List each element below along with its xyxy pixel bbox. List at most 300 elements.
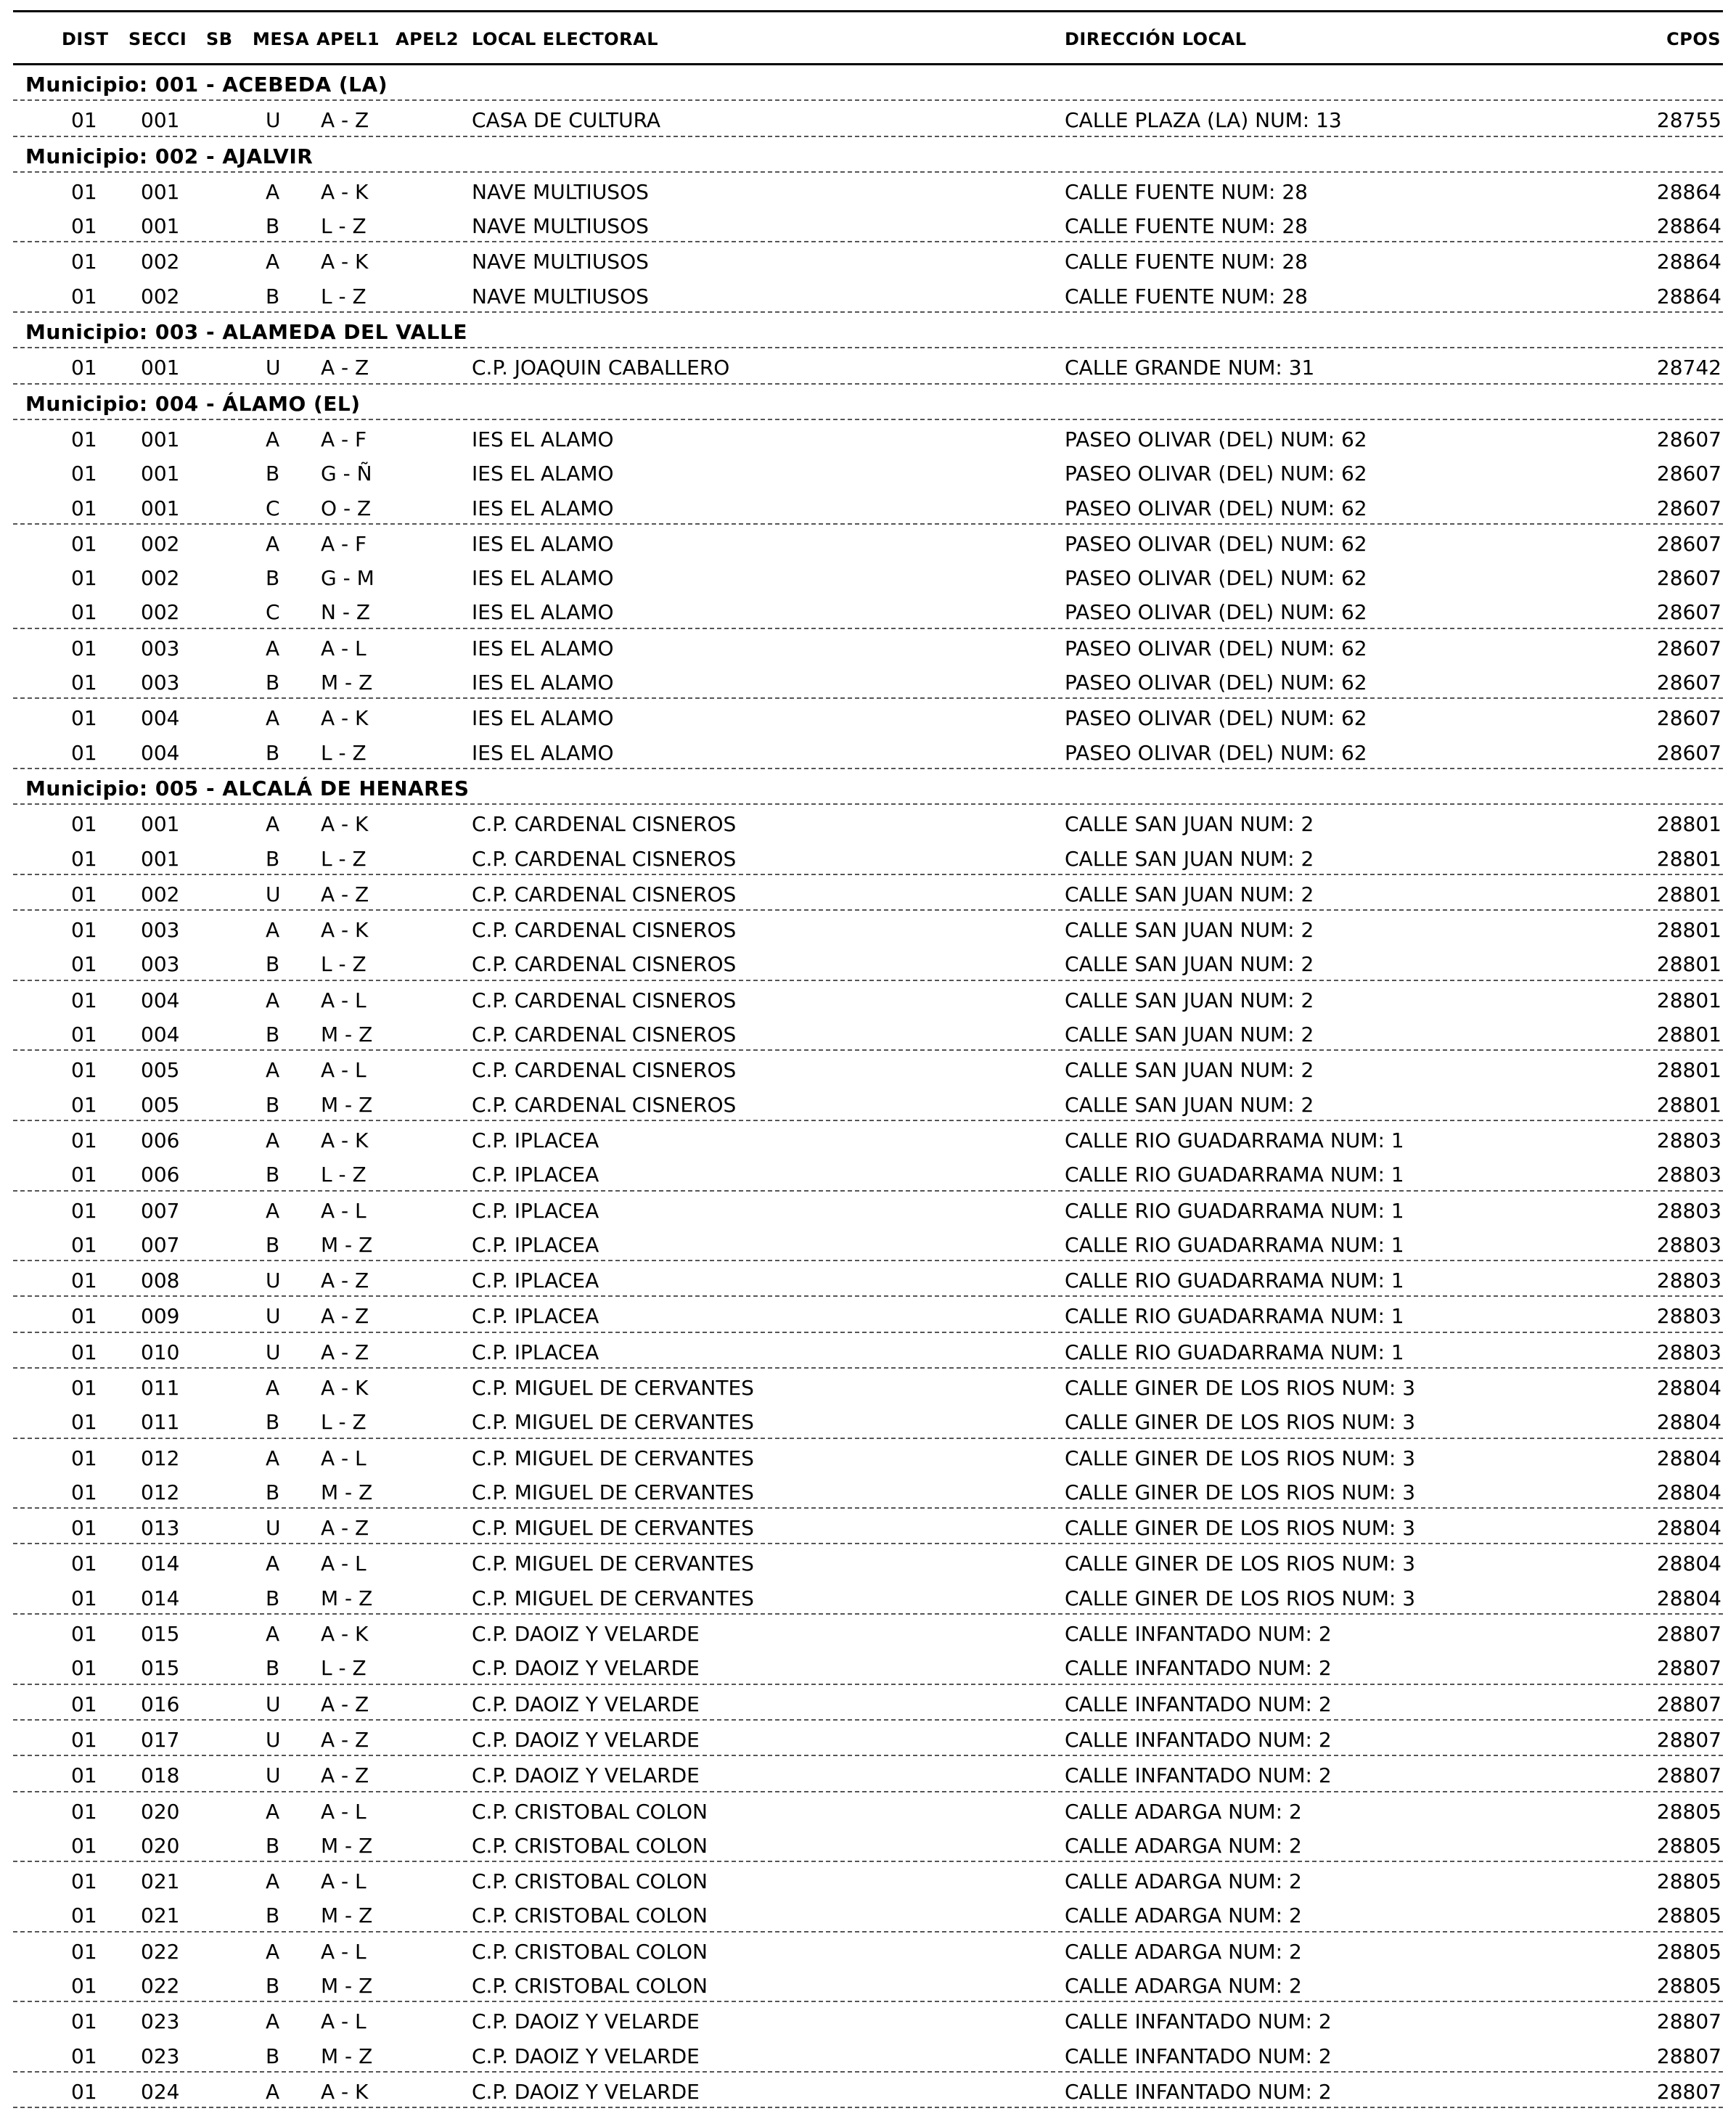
cell-dir: CALLE FUENTE NUM: 28 (1065, 214, 1308, 239)
cell-mesa: A (266, 812, 280, 837)
cell-secci: 023 (141, 2009, 180, 2034)
cell-dir: CALLE SAN JUAN NUM: 2 (1065, 918, 1314, 943)
cell-mesa: B (266, 1833, 280, 1858)
cell-apel: A - Z (321, 1692, 369, 1716)
cell-mesa: B (266, 1903, 280, 1928)
table-row (13, 1579, 1723, 1615)
cell-cpos: 28801 (1656, 812, 1721, 837)
cell-apel: L - Z (321, 952, 367, 977)
cell-cpos: 28807 (1656, 2009, 1721, 2034)
cell-secci: 002 (141, 284, 180, 308)
cell-cpos: 28805 (1656, 1903, 1721, 1928)
cell-apel: M - Z (321, 1480, 373, 1504)
cell-apel: G - Ñ (321, 462, 372, 486)
table-row (13, 1121, 1723, 1155)
cell-cpos: 28607 (1656, 462, 1721, 486)
cell-dir: CALLE INFANTADO NUM: 2 (1065, 2009, 1332, 2034)
cell-cpos: 28801 (1656, 882, 1721, 906)
cell-local: C.P. DAOIZ Y VELARDE (472, 1727, 700, 1752)
cell-local: C.P. CARDENAL CISNEROS (472, 918, 737, 943)
cell-secci: 022 (141, 1939, 180, 1964)
table-row (13, 489, 1723, 525)
cell-apel: A - K (321, 1128, 369, 1152)
cell-dir: CALLE RIO GUADARRAMA NUM: 1 (1065, 1128, 1404, 1152)
cell-local: C.P. DAOIZ Y VELARDE (472, 1656, 700, 1681)
cell-local: C.P. MIGUEL DE CERVANTES (472, 1410, 754, 1435)
cell-dir: CALLE INFANTADO NUM: 2 (1065, 1727, 1332, 1752)
table-row (13, 1721, 1723, 1756)
cell-cpos: 28804 (1656, 1375, 1721, 1400)
cell-cpos: 28864 (1656, 179, 1721, 204)
cell-mesa: B (266, 952, 280, 977)
cell-dir: PASEO OLIVAR (DEL) NUM: 62 (1065, 496, 1367, 520)
cell-local: C.P. IPLACEA (472, 1340, 599, 1364)
cell-local: C.P. MIGUEL DE CERVANTES (472, 1586, 754, 1610)
cell-local: C.P. DAOIZ Y VELARDE (472, 2009, 700, 2034)
cell-mesa: A (266, 1799, 280, 1824)
cell-mesa: A (266, 918, 280, 943)
table-row (13, 242, 1723, 276)
cell-dist: 01 (71, 1410, 97, 1435)
cell-cpos: 28607 (1656, 740, 1721, 765)
cell-local: C.P. IPLACEA (472, 1128, 599, 1152)
cell-dist: 01 (71, 108, 97, 133)
cell-apel: A - Z (321, 356, 369, 380)
table-row (13, 1051, 1723, 1085)
cell-dist: 01 (71, 1375, 97, 1400)
cell-cpos: 28807 (1656, 2044, 1721, 2068)
municipio-header (13, 769, 1723, 805)
cell-local: C.P. MIGUEL DE CERVANTES (472, 1375, 754, 1400)
cell-mesa: B (266, 462, 280, 486)
cell-dir: CALLE RIO GUADARRAMA NUM: 1 (1065, 1304, 1404, 1329)
cell-mesa: U (266, 108, 281, 133)
cell-apel: O - Z (321, 496, 372, 520)
cell-dir: CALLE INFANTADO NUM: 2 (1065, 1656, 1332, 1681)
table-row (13, 420, 1723, 454)
cell-dist: 01 (71, 1727, 97, 1752)
cell-mesa: A (266, 1869, 280, 1894)
table-row (13, 2002, 1723, 2036)
cell-mesa: A (266, 2079, 280, 2104)
table-row (13, 2037, 1723, 2073)
table-row (13, 207, 1723, 242)
cell-dist: 01 (71, 2009, 97, 2034)
cell-mesa: B (266, 1656, 280, 1681)
cell-cpos: 28804 (1656, 1480, 1721, 1504)
cell-secci: 011 (141, 1375, 180, 1400)
cell-dist: 01 (71, 1022, 97, 1047)
header-dist: DIST (62, 29, 109, 49)
cell-apel: A - Z (321, 1763, 369, 1788)
table-row (13, 348, 1723, 384)
cell-secci: 001 (141, 846, 180, 871)
cell-secci: 010 (141, 1340, 180, 1364)
table-row (13, 1192, 1723, 1226)
cell-dir: PASEO OLIVAR (DEL) NUM: 62 (1065, 706, 1367, 731)
cell-secci: 011 (141, 1410, 180, 1435)
cell-apel: M - Z (321, 2044, 373, 2068)
cell-apel: A - L (321, 636, 367, 660)
cell-local: C.P. CRISTOBAL COLON (472, 1974, 708, 1999)
cell-cpos: 28607 (1656, 636, 1721, 660)
cell-apel: L - Z (321, 284, 367, 308)
cell-apel: A - K (321, 812, 369, 837)
cell-apel: A - F (321, 427, 367, 451)
cell-dir: CALLE GINER DE LOS RIOS NUM: 3 (1065, 1446, 1416, 1470)
cell-dist: 01 (71, 1480, 97, 1504)
cell-secci: 004 (141, 706, 180, 731)
cell-mesa: B (266, 1232, 280, 1257)
cell-dir: CALLE ADARGA NUM: 2 (1065, 1869, 1302, 1894)
cell-dist: 01 (71, 566, 97, 591)
table-row (13, 1967, 1723, 2002)
cell-cpos: 28864 (1656, 250, 1721, 274)
table-row (13, 1827, 1723, 1862)
cell-local: C.P. DAOIZ Y VELARDE (472, 1692, 700, 1716)
table-row (13, 1792, 1723, 1827)
cell-local: C.P. CARDENAL CISNEROS (472, 1058, 737, 1083)
cell-dir: CALLE INFANTADO NUM: 2 (1065, 2079, 1332, 2104)
cell-dir: CALLE INFANTADO NUM: 2 (1065, 1692, 1332, 1716)
cell-secci: 021 (141, 1869, 180, 1894)
cell-cpos: 28607 (1656, 706, 1721, 731)
cell-cpos: 28864 (1656, 214, 1721, 239)
cell-dist: 01 (71, 356, 97, 380)
cell-dist: 01 (71, 1446, 97, 1470)
cell-apel: A - L (321, 1552, 367, 1576)
cell-dir: CALLE GRANDE NUM: 31 (1065, 356, 1315, 380)
cell-dist: 01 (71, 531, 97, 556)
cell-dir: PASEO OLIVAR (DEL) NUM: 62 (1065, 566, 1367, 591)
table-row (13, 1403, 1723, 1438)
cell-dir: CALLE SAN JUAN NUM: 2 (1065, 812, 1314, 837)
cell-secci: 006 (141, 1163, 180, 1187)
cell-dir: CALLE GINER DE LOS RIOS NUM: 3 (1065, 1552, 1416, 1576)
cell-apel: A - K (321, 918, 369, 943)
cell-dir: CALLE RIO GUADARRAMA NUM: 1 (1065, 1268, 1404, 1293)
cell-secci: 005 (141, 1058, 180, 1083)
municipio-label: Municipio: 003 - ALAMEDA DEL VALLE (25, 320, 467, 345)
cell-apel: A - K (321, 706, 369, 731)
cell-mesa: A (266, 1446, 280, 1470)
cell-dir: CALLE INFANTADO NUM: 2 (1065, 1622, 1332, 1647)
cell-cpos: 28607 (1656, 531, 1721, 556)
cell-cpos: 28803 (1656, 1128, 1721, 1152)
cell-secci: 001 (141, 214, 180, 239)
cell-dist: 01 (71, 462, 97, 486)
cell-dist: 01 (71, 952, 97, 977)
cell-dist: 01 (71, 1304, 97, 1329)
cell-dir: PASEO OLIVAR (DEL) NUM: 62 (1065, 740, 1367, 765)
cell-mesa: B (266, 1163, 280, 1187)
header-direccion: DIRECCIÓN LOCAL (1065, 29, 1247, 49)
cell-dist: 01 (71, 1232, 97, 1257)
cell-dir: PASEO OLIVAR (DEL) NUM: 62 (1065, 462, 1367, 486)
cell-mesa: A (266, 427, 280, 451)
table-row (13, 1261, 1723, 1297)
cell-local: C.P. DAOIZ Y VELARDE (472, 2079, 700, 2104)
cell-mesa: U (266, 1268, 281, 1293)
cell-apel: L - Z (321, 214, 367, 239)
cell-apel: A - Z (321, 1516, 369, 1541)
cell-mesa: U (266, 356, 281, 380)
cell-dist: 01 (71, 1268, 97, 1293)
cell-apel: L - Z (321, 1656, 367, 1681)
table-row (13, 981, 1723, 1015)
cell-dist: 01 (71, 1128, 97, 1152)
cell-local: NAVE MULTIUSOS (472, 284, 649, 308)
cell-apel: A - Z (321, 1340, 369, 1364)
cell-dist: 01 (71, 740, 97, 765)
cell-local: IES EL ALAMO (472, 671, 614, 695)
cell-secci: 002 (141, 566, 180, 591)
cell-cpos: 28804 (1656, 1516, 1721, 1541)
cell-dir: CALLE RIO GUADARRAMA NUM: 1 (1065, 1340, 1404, 1364)
cell-cpos: 28807 (1656, 1727, 1721, 1752)
cell-mesa: B (266, 740, 280, 765)
cell-apel: A - Z (321, 1304, 369, 1329)
cell-dist: 01 (71, 1622, 97, 1647)
municipio-header (13, 137, 1723, 173)
cell-dist: 01 (71, 427, 97, 451)
cell-dist: 01 (71, 846, 97, 871)
municipio-header (13, 65, 1723, 101)
cell-dist: 01 (71, 1692, 97, 1716)
cell-mesa: U (266, 1763, 281, 1788)
table-row (13, 559, 1723, 593)
cell-dir: CALLE GINER DE LOS RIOS NUM: 3 (1065, 1516, 1416, 1541)
cell-local: C.P. CRISTOBAL COLON (472, 1903, 708, 1928)
cell-secci: 012 (141, 1480, 180, 1504)
cell-apel: A - F (321, 531, 367, 556)
cell-dir: CALLE ADARGA NUM: 2 (1065, 1903, 1302, 1928)
cell-dist: 01 (71, 1092, 97, 1117)
cell-local: CASA DE CULTURA (472, 108, 661, 133)
cell-secci: 024 (141, 2079, 180, 2104)
cell-local: C.P. MIGUEL DE CERVANTES (472, 1552, 754, 1576)
cell-cpos: 28803 (1656, 1304, 1721, 1329)
cell-dist: 01 (71, 988, 97, 1012)
cell-mesa: B (266, 846, 280, 871)
cell-secci: 009 (141, 1304, 180, 1329)
cell-dir: CALLE FUENTE NUM: 28 (1065, 179, 1308, 204)
cell-mesa: C (266, 496, 280, 520)
cell-secci: 007 (141, 1198, 180, 1223)
municipio-label: Municipio: 004 - ÁLAMO (EL) (25, 391, 361, 416)
cell-mesa: A (266, 531, 280, 556)
cell-dist: 01 (71, 1058, 97, 1083)
cell-apel: L - Z (321, 1410, 367, 1435)
cell-cpos: 28607 (1656, 671, 1721, 695)
table-row (13, 1226, 1723, 1261)
cell-local: C.P. CARDENAL CISNEROS (472, 1022, 737, 1047)
cell-cpos: 28801 (1656, 846, 1721, 871)
cell-mesa: A (266, 636, 280, 660)
cell-secci: 015 (141, 1656, 180, 1681)
cell-dir: CALLE RIO GUADARRAMA NUM: 1 (1065, 1163, 1404, 1187)
cell-mesa: B (266, 2044, 280, 2068)
cell-cpos: 28801 (1656, 1092, 1721, 1117)
cell-cpos: 28805 (1656, 1833, 1721, 1858)
cell-dir: CALLE FUENTE NUM: 28 (1065, 250, 1308, 274)
cell-mesa: A (266, 1198, 280, 1223)
cell-apel: M - Z (321, 1022, 373, 1047)
cell-mesa: U (266, 882, 281, 906)
cell-dist: 01 (71, 1656, 97, 1681)
cell-secci: 001 (141, 179, 180, 204)
cell-dir: CALLE RIO GUADARRAMA NUM: 1 (1065, 1198, 1404, 1223)
municipio-label: Municipio: 002 - AJALVIR (25, 144, 314, 168)
cell-dir: CALLE SAN JUAN NUM: 2 (1065, 1058, 1314, 1083)
cell-local: C.P. DAOIZ Y VELARDE (472, 1763, 700, 1788)
cell-cpos: 28807 (1656, 2079, 1721, 2104)
cell-apel: A - Z (321, 1268, 369, 1293)
cell-dist: 01 (71, 496, 97, 520)
cell-secci: 006 (141, 1128, 180, 1152)
cell-apel: L - Z (321, 1163, 367, 1187)
cell-local: C.P. CARDENAL CISNEROS (472, 812, 737, 837)
cell-secci: 001 (141, 427, 180, 451)
table-row (13, 277, 1723, 313)
cell-dist: 01 (71, 812, 97, 837)
cell-apel: A - K (321, 1622, 369, 1647)
table-row (13, 1333, 1723, 1369)
cell-apel: M - Z (321, 1833, 373, 1858)
cell-dir: PASEO OLIVAR (DEL) NUM: 62 (1065, 636, 1367, 660)
cell-local: C.P. DAOIZ Y VELARDE (472, 2044, 700, 2068)
cell-dist: 01 (71, 1340, 97, 1364)
cell-local: IES EL ALAMO (472, 566, 614, 591)
cell-mesa: A (266, 1552, 280, 1576)
cell-mesa: A (266, 1375, 280, 1400)
cell-dir: PASEO OLIVAR (DEL) NUM: 62 (1065, 427, 1367, 451)
cell-secci: 018 (141, 1763, 180, 1788)
cell-secci: 013 (141, 1516, 180, 1541)
cell-apel: M - Z (321, 1586, 373, 1610)
cell-dir: CALLE ADARGA NUM: 2 (1065, 1939, 1302, 1964)
cell-mesa: B (266, 1974, 280, 1999)
cell-secci: 003 (141, 671, 180, 695)
cell-apel: G - M (321, 566, 374, 591)
cell-apel: A - K (321, 1375, 369, 1400)
cell-apel: A - Z (321, 1727, 369, 1752)
cell-secci: 007 (141, 1232, 180, 1257)
cell-local: NAVE MULTIUSOS (472, 250, 649, 274)
cell-apel: A - K (321, 250, 369, 274)
cell-cpos: 28805 (1656, 1869, 1721, 1894)
cell-dist: 01 (71, 284, 97, 308)
cell-dist: 01 (71, 1974, 97, 1999)
cell-apel: A - L (321, 2009, 367, 2034)
cell-mesa: U (266, 1727, 281, 1752)
cell-cpos: 28801 (1656, 952, 1721, 977)
cell-secci: 017 (141, 1727, 180, 1752)
cell-dir: CALLE GINER DE LOS RIOS NUM: 3 (1065, 1375, 1416, 1400)
table-row (13, 1297, 1723, 1332)
cell-apel: M - Z (321, 1232, 373, 1257)
cell-secci: 002 (141, 882, 180, 906)
cell-apel: A - L (321, 1869, 367, 1894)
cell-mesa: U (266, 1304, 281, 1329)
cell-secci: 002 (141, 250, 180, 274)
table-row (13, 1439, 1723, 1473)
cell-dir: PASEO OLIVAR (DEL) NUM: 62 (1065, 531, 1367, 556)
table-row (13, 1615, 1723, 1649)
cell-secci: 003 (141, 636, 180, 660)
cell-dir: PASEO OLIVAR (DEL) NUM: 62 (1065, 671, 1367, 695)
cell-cpos: 28607 (1656, 566, 1721, 591)
cell-secci: 008 (141, 1268, 180, 1293)
table-row (13, 1544, 1723, 1578)
cell-dist: 01 (71, 1516, 97, 1541)
cell-dir: CALLE SAN JUAN NUM: 2 (1065, 846, 1314, 871)
cell-mesa: C (266, 600, 280, 625)
cell-local: NAVE MULTIUSOS (472, 214, 649, 239)
table-row (13, 101, 1723, 136)
cell-local: C.P. CARDENAL CISNEROS (472, 988, 737, 1012)
header-apel1: APEL1 (316, 29, 380, 49)
cell-mesa: A (266, 1939, 280, 1964)
cell-dir: CALLE ADARGA NUM: 2 (1065, 1833, 1302, 1858)
cell-mesa: U (266, 1692, 281, 1716)
table-row (13, 840, 1723, 875)
table-row (13, 1509, 1723, 1544)
cell-secci: 004 (141, 740, 180, 765)
cell-local: IES EL ALAMO (472, 706, 614, 731)
cell-mesa: A (266, 1128, 280, 1152)
table-row (13, 1086, 1723, 1121)
cell-cpos: 28804 (1656, 1446, 1721, 1470)
cell-local: C.P. IPLACEA (472, 1198, 599, 1223)
cell-secci: 004 (141, 1022, 180, 1047)
header-local: LOCAL ELECTORAL (472, 29, 658, 49)
cell-dir: CALLE SAN JUAN NUM: 2 (1065, 1022, 1314, 1047)
cell-cpos: 28804 (1656, 1552, 1721, 1576)
cell-apel: A - L (321, 1198, 367, 1223)
cell-secci: 015 (141, 1622, 180, 1647)
cell-apel: A - K (321, 2079, 369, 2104)
cell-dist: 01 (71, 882, 97, 906)
cell-dist: 01 (71, 918, 97, 943)
cell-mesa: B (266, 1586, 280, 1610)
cell-mesa: U (266, 1516, 281, 1541)
cell-dist: 01 (71, 2079, 97, 2104)
cell-cpos: 28742 (1656, 356, 1721, 380)
cell-apel: M - Z (321, 1974, 373, 1999)
cell-mesa: A (266, 1058, 280, 1083)
cell-mesa: A (266, 179, 280, 204)
cell-secci: 001 (141, 108, 180, 133)
cell-apel: A - K (321, 179, 369, 204)
table-row (13, 1015, 1723, 1051)
cell-local: C.P. IPLACEA (472, 1163, 599, 1187)
table-row (13, 629, 1723, 663)
cell-mesa: A (266, 988, 280, 1012)
cell-apel: L - Z (321, 740, 367, 765)
cell-local: C.P. IPLACEA (472, 1304, 599, 1329)
table-row (13, 1756, 1723, 1792)
cell-dist: 01 (71, 706, 97, 731)
cell-cpos: 28801 (1656, 918, 1721, 943)
cell-dist: 01 (71, 671, 97, 695)
table-row (13, 1685, 1723, 1721)
cell-cpos: 28804 (1656, 1410, 1721, 1435)
cell-local: C.P. JOAQUIN CABALLERO (472, 356, 730, 380)
cell-apel: M - Z (321, 1092, 373, 1117)
header-sb: SB (206, 29, 233, 49)
cell-dist: 01 (71, 214, 97, 239)
